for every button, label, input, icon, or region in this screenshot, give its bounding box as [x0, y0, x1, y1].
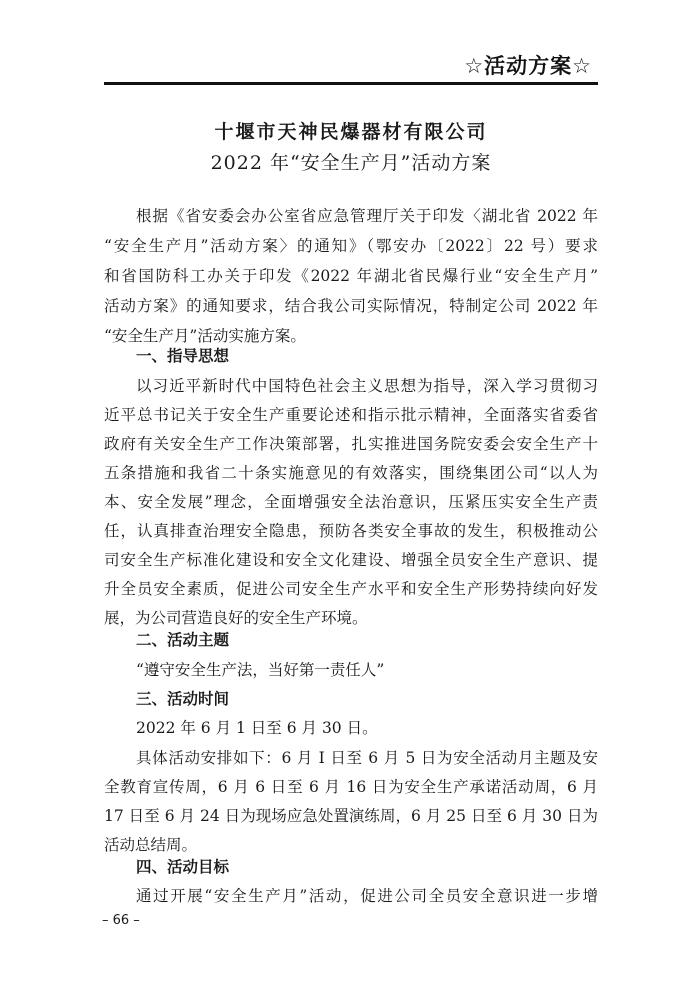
section-line: 活动总结周。 — [104, 836, 198, 854]
page-number: – 66 – — [102, 913, 140, 928]
section-heading: 一、指导思想 — [136, 347, 230, 365]
activity-theme: “遵守安全生产法，当好第一责任人” — [136, 661, 385, 679]
intro-line: 活动方案》的通知要求，结合我公司实际情况，特制定公司 2022 年 — [104, 297, 598, 315]
section-line: 近平总书记关于安全生产重要论述和指示批示精神，全面落实省委省 — [104, 406, 598, 424]
document-subtitle: 2022 年“安全生产月”活动方案 — [210, 152, 492, 174]
header-tag: ☆活动方案☆ — [464, 54, 592, 78]
section-line: 全教育宣传周，6 月 6 日至 6 月 16 日为安全生产承诺活动周，6 月 — [104, 778, 598, 796]
intro-line: 和省国防科工办关于印发《2022 年湖北省民爆行业“安全生产月” — [104, 267, 598, 285]
section-line: 司安全生产标准化建设和安全文化建设、增强全员安全生产意识、提 — [104, 551, 598, 569]
intro-line: “安全生产月”活动实施方案。 — [104, 327, 306, 345]
section-line: 本、安全发展”理念，全面增强安全法治意识，压紧压实安全生产责 — [104, 493, 598, 511]
document-title: 十堰市天神民爆器材有限公司 — [214, 121, 488, 143]
section-heading: 三、活动时间 — [136, 690, 230, 708]
intro-line: 根据《省安委会办公室省应急管理厅关于印发〈湖北省 2022 年 — [136, 207, 598, 225]
section-line: 以习近平新时代中国特色社会主义思想为指导，深入学习贯彻习 — [136, 377, 598, 395]
section-heading: 四、活动目标 — [136, 858, 230, 876]
section-line: 五条措施和我省二十条实施意见的有效落实，围绕集团公司“以人为 — [104, 464, 598, 482]
section-line: 升全员安全素质，促进公司安全生产水平和安全生产形势持续向好发 — [104, 580, 598, 598]
section-line: 展，为公司营造良好的安全生产环境。 — [104, 609, 368, 627]
activity-date: 2022 年 6 月 1 日至 6 月 30 日。 — [136, 719, 378, 737]
section-line: 17 日至 6 月 24 日为现场应急处置演练周，6 月 25 日至 6 月 30 日为 — [104, 807, 598, 825]
section-line: 通过开展“安全生产月”活动，促进公司全员安全意识进一步增 — [136, 887, 598, 905]
section-line: 具体活动安排如下：6 月 I 日至 6 月 5 日为安全活动月主题及安 — [136, 749, 598, 767]
section-line: 政府有关安全生产工作决策部署，扎实推进国务院安委会安全生产十 — [104, 435, 598, 453]
header-rule — [104, 82, 598, 85]
section-heading: 二、活动主题 — [136, 631, 230, 649]
intro-line: “安全生产月”活动方案〉的通知》（鄂安办〔2022〕22 号）要求 — [104, 237, 598, 255]
section-line: 任，认真排查治理安全隐患，预防各类安全事故的发生，积极推动公 — [104, 522, 598, 540]
